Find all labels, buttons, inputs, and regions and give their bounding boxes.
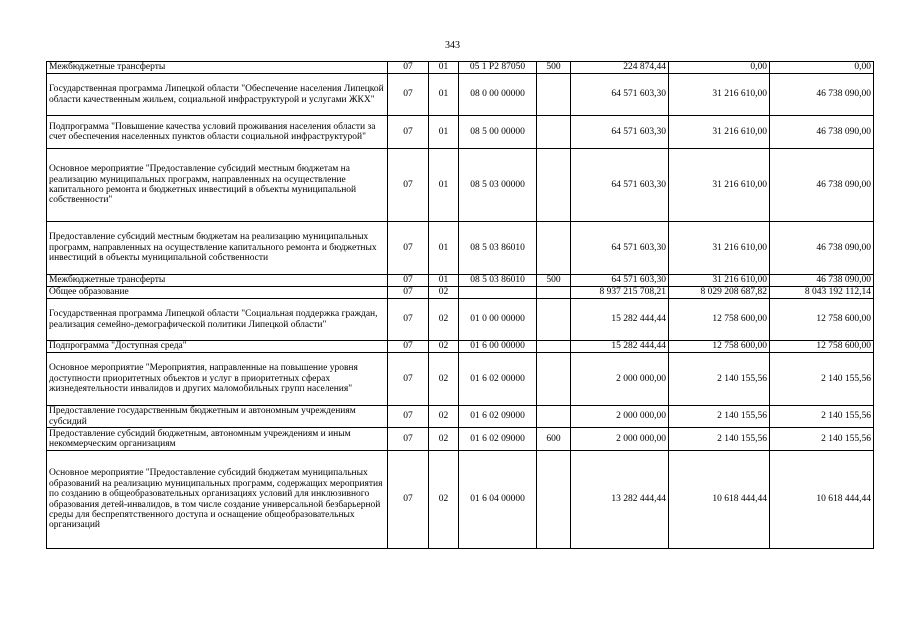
row-expense-type	[537, 149, 571, 222]
table-row	[47, 149, 874, 222]
row-section: 07	[388, 275, 429, 287]
table-row	[47, 428, 874, 451]
table-row	[47, 299, 874, 341]
row-amount-year1: 15 282 444,44	[571, 299, 669, 341]
table-row	[47, 62, 874, 74]
row-amount-year3: 46 738 090,00	[770, 116, 874, 149]
row-amount-year2: 31 216 610,00	[669, 74, 770, 116]
row-section: 07	[388, 353, 429, 406]
row-subsection: 02	[429, 287, 459, 299]
row-name: Межбюджетные трансферты	[47, 62, 388, 74]
row-section: 07	[388, 74, 429, 116]
row-expense-type	[537, 116, 571, 149]
row-amount-year2: 10 618 444,44	[669, 451, 770, 549]
row-expense-type	[537, 222, 571, 275]
row-target-code: 01 6 04 00000	[459, 451, 537, 549]
row-amount-year3: 46 738 090,00	[770, 149, 874, 222]
table-row	[47, 406, 874, 428]
row-subsection: 02	[429, 406, 459, 428]
table-row	[47, 74, 874, 116]
row-amount-year1: 2 000 000,00	[571, 428, 669, 451]
table-row	[47, 287, 874, 299]
row-amount-year2: 8 029 208 687,82	[669, 287, 770, 299]
row-amount-year2: 12 758 600,00	[669, 341, 770, 353]
row-subsection: 02	[429, 299, 459, 341]
row-subsection: 01	[429, 275, 459, 287]
row-amount-year2: 2 140 155,56	[669, 428, 770, 451]
row-target-code: 08 5 00 00000	[459, 116, 537, 149]
row-amount-year1: 64 571 603,30	[571, 149, 669, 222]
row-target-code: 05 1 P2 87050	[459, 62, 537, 74]
row-name: Общее образование	[47, 287, 388, 299]
row-expense-type	[537, 287, 571, 299]
row-amount-year1: 64 571 603,30	[571, 116, 669, 149]
row-amount-year2: 31 216 610,00	[669, 275, 770, 287]
row-subsection: 01	[429, 74, 459, 116]
row-target-code: 01 6 00 00000	[459, 341, 537, 353]
row-expense-type	[537, 299, 571, 341]
table-row	[47, 341, 874, 353]
row-name: Предоставление субсидий местным бюджетам на реализацию муниципальных программ, направленных на осуществление капитального ремонта и бюджетных инвестиций в объекты муниципальной собственности	[47, 222, 388, 275]
row-amount-year3: 12 758 600,00	[770, 341, 874, 353]
row-amount-year2: 0,00	[669, 62, 770, 74]
row-subsection: 02	[429, 353, 459, 406]
row-amount-year2: 31 216 610,00	[669, 149, 770, 222]
row-amount-year1: 224 874,44	[571, 62, 669, 74]
row-name: Предоставление субсидий бюджетным, автономным учреждениям и иным некоммерческим организациям	[47, 428, 388, 451]
row-subsection: 01	[429, 222, 459, 275]
row-amount-year1: 15 282 444,44	[571, 341, 669, 353]
row-amount-year2: 12 758 600,00	[669, 299, 770, 341]
row-section: 07	[388, 406, 429, 428]
row-subsection: 01	[429, 149, 459, 222]
table-row	[47, 275, 874, 287]
row-name: Основное мероприятие "Предоставление субсидий бюджетам муниципальных образований на реализацию муниципальных программ, содержащих мероприятия по созданию в общеобразовательных организациях условий для инклюзивного образования детей-инвалидов, в том числе создание универсальной безбарьерной среды для беспрепятственного доступа и оснащение общеобразовательных организаций	[47, 451, 388, 549]
row-target-code: 08 5 03 86010	[459, 222, 537, 275]
row-target-code: 01 6 02 09000	[459, 406, 537, 428]
row-name: Подпрограмма "Доступная среда"	[47, 341, 388, 353]
row-expense-type	[537, 406, 571, 428]
row-target-code: 01 6 02 09000	[459, 428, 537, 451]
table-row	[47, 353, 874, 406]
row-amount-year1: 64 571 603,30	[571, 222, 669, 275]
row-subsection: 01	[429, 62, 459, 74]
row-subsection: 02	[429, 341, 459, 353]
row-expense-type: 600	[537, 428, 571, 451]
row-name: Подпрограмма "Повышение качества условий проживания населения области за счет обеспечения населенных пунктов области социальной инфраструктурой"	[47, 116, 388, 149]
row-subsection: 02	[429, 428, 459, 451]
row-amount-year3: 46 738 090,00	[770, 222, 874, 275]
row-amount-year3: 2 140 155,56	[770, 406, 874, 428]
row-amount-year3: 8 043 192 112,14	[770, 287, 874, 299]
row-section: 07	[388, 62, 429, 74]
row-amount-year3: 2 140 155,56	[770, 353, 874, 406]
row-amount-year2: 31 216 610,00	[669, 222, 770, 275]
row-amount-year1: 64 571 603,30	[571, 74, 669, 116]
row-amount-year2: 31 216 610,00	[669, 116, 770, 149]
row-expense-type	[537, 353, 571, 406]
row-amount-year1: 64 571 603,30	[571, 275, 669, 287]
row-amount-year1: 13 282 444,44	[571, 451, 669, 549]
budget-table	[46, 61, 874, 549]
table-row	[47, 222, 874, 275]
row-name: Государственная программа Липецкой области "Социальная поддержка граждан, реализация семейно-демографической политики Липецкой области"	[47, 299, 388, 341]
row-name: Предоставление государственным бюджетным и автономным учреждениям субсидий	[47, 406, 388, 428]
row-expense-type	[537, 451, 571, 549]
row-target-code: 01 6 02 00000	[459, 353, 537, 406]
row-section: 07	[388, 451, 429, 549]
row-amount-year2: 2 140 155,56	[669, 406, 770, 428]
row-name: Основное мероприятие "Предоставление субсидий местным бюджетам на реализацию муниципальных программ, направленных на осуществление капитального ремонта и бюджетных инвестиций в объекты муниципальной собственности"	[47, 149, 388, 222]
row-amount-year3: 46 738 090,00	[770, 74, 874, 116]
row-name: Основное мероприятие "Мероприятия, направленные на повышение уровня доступности приоритетных объектов и услуг в приоритетных сферах жизнедеятельности инвалидов и других маломобильных групп населения"	[47, 353, 388, 406]
row-target-code: 08 5 03 00000	[459, 149, 537, 222]
row-amount-year2: 2 140 155,56	[669, 353, 770, 406]
row-target-code: 08 0 00 00000	[459, 74, 537, 116]
row-expense-type	[537, 341, 571, 353]
row-amount-year3: 10 618 444,44	[770, 451, 874, 549]
row-amount-year3: 46 738 090,00	[770, 275, 874, 287]
row-amount-year3: 12 758 600,00	[770, 299, 874, 341]
row-expense-type	[537, 74, 571, 116]
row-amount-year1: 8 937 215 708,21	[571, 287, 669, 299]
row-target-code: 01 0 00 00000	[459, 299, 537, 341]
row-section: 07	[388, 428, 429, 451]
table-row	[47, 451, 874, 549]
row-section: 07	[388, 287, 429, 299]
table-row	[47, 116, 874, 149]
row-amount-year1: 2 000 000,00	[571, 353, 669, 406]
row-name: Государственная программа Липецкой области "Обеспечение населения Липецкой области качественным жильем, социальной инфраструктурой и услугами ЖКХ"	[47, 74, 388, 116]
row-section: 07	[388, 222, 429, 275]
row-section: 07	[388, 341, 429, 353]
row-amount-year1: 2 000 000,00	[571, 406, 669, 428]
row-expense-type: 500	[537, 62, 571, 74]
row-amount-year3: 2 140 155,56	[770, 428, 874, 451]
row-target-code	[459, 287, 537, 299]
row-subsection: 01	[429, 116, 459, 149]
row-section: 07	[388, 116, 429, 149]
row-target-code: 08 5 03 86010	[459, 275, 537, 287]
row-section: 07	[388, 299, 429, 341]
row-name: Межбюджетные трансферты	[47, 275, 388, 287]
row-expense-type: 500	[537, 275, 571, 287]
row-amount-year3: 0,00	[770, 62, 874, 74]
row-section: 07	[388, 149, 429, 222]
row-subsection: 02	[429, 451, 459, 549]
page-number: 343	[445, 40, 460, 51]
